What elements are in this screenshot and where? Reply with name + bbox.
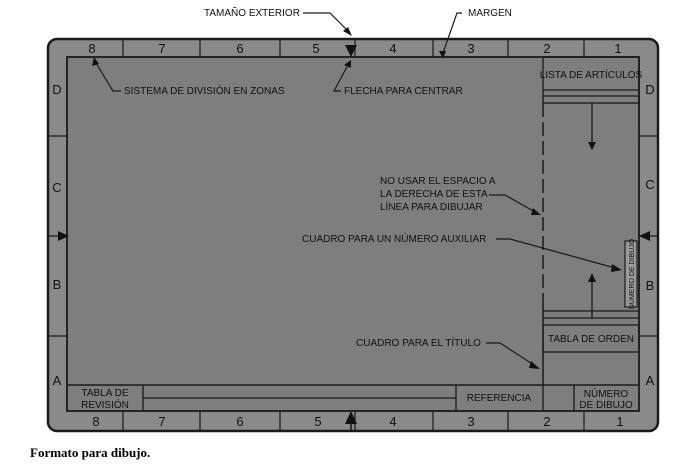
zoning-system-label: SISTEMA DE DIVISIÓN EN ZONAS	[124, 86, 285, 97]
zone-right-b: B	[645, 278, 655, 293]
zone-right-c: C	[645, 177, 655, 192]
outer-size-label: TAMAÑO EXTERIOR	[204, 8, 300, 19]
zone-bottom-3: 3	[467, 414, 475, 429]
zone-bottom-8: 8	[92, 414, 100, 429]
zone-top-3: 3	[467, 41, 475, 56]
reference-label: REFERENCIA	[466, 393, 532, 404]
zone-left-b: B	[52, 277, 62, 292]
drawing-number-label-line2: DE DIBUJO	[579, 400, 633, 411]
centering-arrow-label: FLECHA PARA CENTRAR	[344, 86, 463, 97]
order-table-label: TABLA DE ORDEN	[548, 334, 634, 345]
outer-size-arrowhead-icon	[343, 27, 352, 36]
zone-bottom-1: 1	[616, 414, 624, 429]
zone-top-5: 5	[312, 41, 320, 56]
zone-left-d: D	[52, 82, 62, 97]
zone-bottom-2: 2	[543, 414, 551, 429]
figure-caption: Formato para dibujo.	[30, 445, 151, 460]
zone-right-a: A	[645, 373, 655, 388]
parts-list-label: LISTA DE ARTÍCULOS	[539, 70, 643, 81]
auxiliary-number-label: NÚMERO DE DIBUJO	[629, 238, 636, 310]
zone-right-d: D	[645, 82, 655, 97]
zone-bottom-5: 5	[314, 414, 322, 429]
margin-label: MARGEN	[468, 8, 512, 19]
zone-top-6: 6	[236, 41, 244, 56]
revision-table-label-line1: TABLA DE	[81, 388, 129, 399]
zone-left-a: A	[52, 373, 62, 388]
title-block-callout: CUADRO PARA EL TÍTULO	[356, 338, 481, 349]
zone-bottom-7: 7	[158, 414, 166, 429]
zone-bottom-6: 6	[236, 414, 244, 429]
zone-top-2: 2	[543, 41, 551, 56]
zone-top-8: 8	[88, 41, 96, 56]
zone-top-1: 1	[614, 41, 622, 56]
auxiliary-number-callout: CUADRO PARA UN NÚMERO AUXILIAR	[302, 234, 487, 245]
revision-table-label-line2: REVISIÓN	[81, 400, 129, 411]
zone-top-7: 7	[158, 41, 166, 56]
zone-bottom-4: 4	[389, 414, 397, 429]
no-use-label-line2: LA DERECHA DE ESTA	[380, 189, 488, 200]
drawing-number-label-line1: NÚMERO	[583, 389, 629, 400]
zone-top-4: 4	[389, 41, 397, 56]
no-use-label-line3: LÍNEA PARA DIBUJAR	[380, 202, 483, 213]
outer-size-leader	[303, 13, 347, 30]
zone-left-c: C	[52, 180, 62, 195]
no-use-label-line1: NO USAR EL ESPACIO A	[380, 176, 496, 187]
